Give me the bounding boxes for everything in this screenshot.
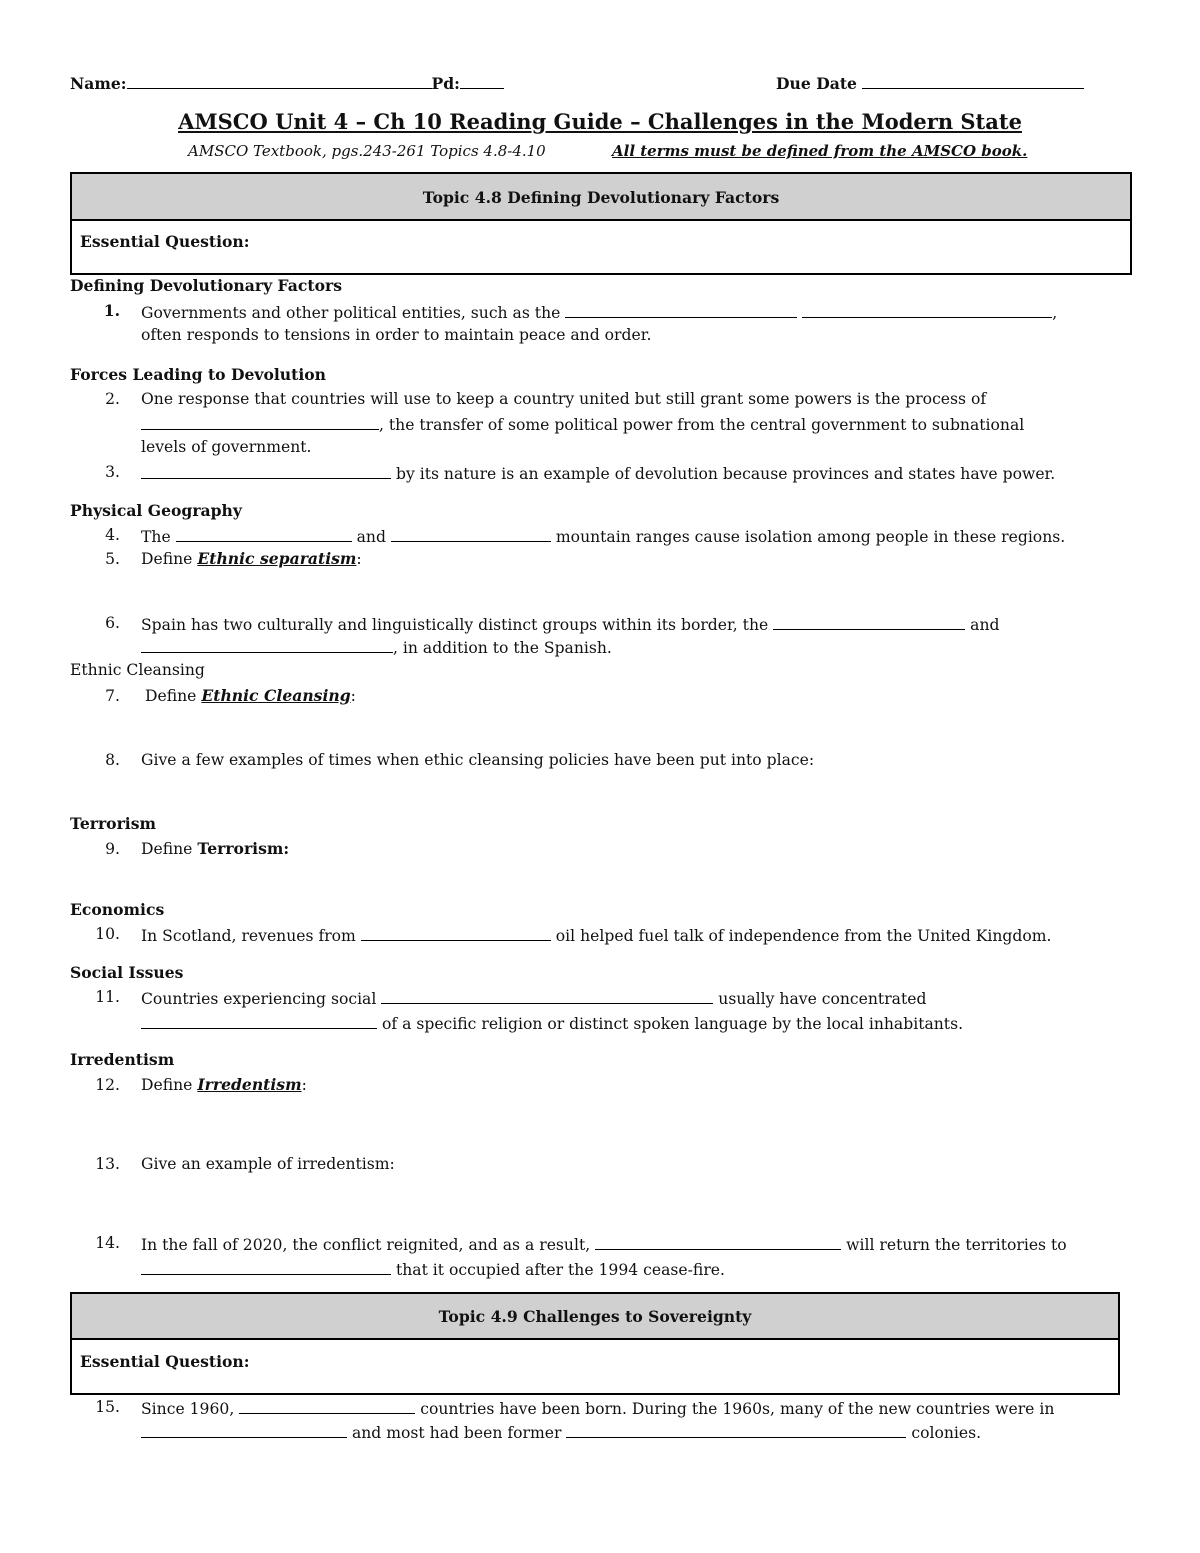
question-3-text: by its nature is an example of devolution because provinces and states have power. xyxy=(395,465,1056,483)
question-2-line-1: One response that countries will use to keep a country united but still grant some powers is the process of xyxy=(141,390,987,408)
question-15-blank-1[interactable] xyxy=(239,1395,415,1414)
section-ethnic-cleansing: Ethnic Cleansing xyxy=(70,661,205,679)
question-number: 15. xyxy=(95,1398,120,1416)
question-6-text-1: Spain has two culturally and linguistically distinct groups within its border, the xyxy=(141,616,769,634)
question-11-text-2: usually have concentrated xyxy=(718,990,927,1008)
due-date-label: Due Date xyxy=(776,74,857,93)
question-11-blank-2[interactable] xyxy=(141,1010,377,1029)
question-15-line-1 xyxy=(141,1395,1054,1421)
question-10-line xyxy=(141,922,1052,948)
topic-4-8-heading: Topic 4.8 Defining Devolutionary Factors xyxy=(72,174,1130,221)
question-4-blank-2[interactable] xyxy=(391,523,551,542)
subtitle-textbook: AMSCO Textbook, pgs.243-261 Topics 4.8-4.10 xyxy=(188,142,546,160)
question-15-line-2 xyxy=(141,1419,981,1445)
section-social-issues: Social Issues xyxy=(70,963,184,982)
question-number: 5. xyxy=(105,550,120,568)
question-14-text-2: will return the territories to xyxy=(846,1236,1067,1254)
question-11-text-1: Countries experiencing social xyxy=(141,990,377,1008)
question-number: 2. xyxy=(105,390,120,408)
question-4-text-3: mountain ranges cause isolation among people in these regions. xyxy=(555,528,1066,546)
question-5-colon: : xyxy=(356,550,362,568)
question-1-line-1 xyxy=(141,299,1057,325)
question-1-line-2: often responds to tensions in order to maintain peace and order. xyxy=(141,326,652,344)
question-15-text-3: and most had been former xyxy=(351,1424,562,1442)
question-12-colon: : xyxy=(301,1076,307,1094)
question-1-blank-1[interactable] xyxy=(565,299,797,318)
question-number: 13. xyxy=(95,1155,120,1173)
section-irredentism: Irredentism xyxy=(70,1050,175,1069)
question-3-blank[interactable] xyxy=(141,460,391,479)
question-12-line xyxy=(141,1073,307,1097)
question-number: 9. xyxy=(105,840,120,858)
question-14-line-1 xyxy=(141,1231,1067,1257)
question-number: 11. xyxy=(95,988,120,1006)
question-1-comma: , xyxy=(1052,304,1058,322)
question-5-line xyxy=(141,547,362,571)
question-12-term: Irredentism xyxy=(197,1075,302,1094)
subtitle-instruction: All terms must be defined from the AMSCO book. xyxy=(612,142,1028,160)
section-defining-devolutionary-factors: Defining Devolutionary Factors xyxy=(70,276,342,295)
header-row xyxy=(70,70,504,96)
question-6-blank-2[interactable] xyxy=(141,634,393,653)
question-12-text: Define xyxy=(141,1076,193,1094)
question-9-text: Define xyxy=(141,840,193,858)
section-physical-geography: Physical Geography xyxy=(70,501,242,520)
page-title: AMSCO Unit 4 – Ch 10 Reading Guide – Challenges in the Modern State xyxy=(178,109,1022,134)
question-6-text-2: and xyxy=(970,616,1000,634)
question-number: 4. xyxy=(105,526,120,544)
topic-4-8-box xyxy=(70,172,1132,275)
question-number: 7. xyxy=(105,687,120,705)
section-terrorism: Terrorism xyxy=(70,814,156,833)
section-economics: Economics xyxy=(70,900,165,919)
question-6-text-3: , in addition to the Spanish. xyxy=(393,639,612,657)
question-15-blank-2[interactable] xyxy=(141,1419,347,1438)
question-4-text-2: and xyxy=(356,528,386,546)
topic-4-8-essential-question[interactable]: Essential Question: xyxy=(80,232,250,251)
question-14-line-2 xyxy=(141,1256,725,1282)
name-blank[interactable] xyxy=(127,70,432,89)
question-number: 6. xyxy=(105,614,120,632)
question-10-blank[interactable] xyxy=(361,922,551,941)
question-8-line: Give a few examples of times when ethic cleansing policies have been put into place: xyxy=(141,751,815,769)
question-14-blank-1[interactable] xyxy=(595,1231,841,1250)
question-1-blank-2[interactable] xyxy=(802,299,1052,318)
question-14-blank-2[interactable] xyxy=(141,1256,391,1275)
question-2-blank[interactable] xyxy=(141,411,379,430)
due-date-row xyxy=(776,70,1084,96)
question-9-line xyxy=(141,837,289,861)
question-4-blank-1[interactable] xyxy=(176,523,352,542)
question-number: 12. xyxy=(95,1076,120,1094)
question-15-text-2: countries have been born. During the 1960s, many of the new countries were in xyxy=(420,1400,1055,1418)
question-number: 10. xyxy=(95,925,120,943)
question-number: 1. xyxy=(103,301,120,320)
question-2-line-2 xyxy=(141,411,1024,437)
question-1-text: Governments and other political entities, such as the xyxy=(141,304,561,322)
question-11-blank-1[interactable] xyxy=(381,985,713,1004)
question-14-text-1: In the fall of 2020, the conflict reignited, and as a result, xyxy=(141,1236,591,1254)
question-7-term: Ethnic Cleansing xyxy=(201,686,351,705)
question-7-text: Define xyxy=(145,687,197,705)
question-11-line-2 xyxy=(141,1010,963,1036)
pd-label: Pd: xyxy=(431,74,460,93)
pd-blank[interactable] xyxy=(460,70,504,89)
question-15-text-1: Since 1960, xyxy=(141,1400,235,1418)
question-4-text-1: The xyxy=(141,528,171,546)
due-date-blank[interactable] xyxy=(862,70,1084,89)
question-10-text-2: oil helped fuel talk of independence from the United Kingdom. xyxy=(555,927,1052,945)
question-5-term: Ethnic separatism xyxy=(197,549,357,568)
name-label: Name: xyxy=(70,74,127,93)
question-11-line-1 xyxy=(141,985,926,1011)
question-number: 3. xyxy=(105,463,120,481)
question-9-term: Terrorism: xyxy=(197,839,290,858)
question-15-text-4: colonies. xyxy=(911,1424,982,1442)
question-2-text-2: , the transfer of some political power from the central government to subnational xyxy=(379,416,1025,434)
section-forces-leading-to-devolution: Forces Leading to Devolution xyxy=(70,365,327,384)
question-4-line xyxy=(141,523,1065,549)
question-15-blank-3[interactable] xyxy=(566,1419,906,1438)
question-7-colon: : xyxy=(350,687,356,705)
question-number: 8. xyxy=(105,751,120,769)
question-2-line-3: levels of government. xyxy=(141,438,312,456)
question-6-line-2 xyxy=(141,634,612,660)
question-5-text: Define xyxy=(141,550,193,568)
question-14-text-3: that it occupied after the 1994 cease-fire. xyxy=(395,1261,725,1279)
topic-4-9-heading: Topic 4.9 Challenges to Sovereignty xyxy=(72,1294,1118,1340)
question-3-line xyxy=(141,460,1055,486)
question-13-line: Give an example of irredentism: xyxy=(141,1155,395,1173)
question-11-text-3: of a specific religion or distinct spoken language by the local inhabitants. xyxy=(381,1015,964,1033)
question-7-line xyxy=(145,684,356,708)
topic-4-9-essential-question[interactable]: Essential Question: xyxy=(80,1352,250,1371)
question-6-blank-1[interactable] xyxy=(773,611,965,630)
topic-4-9-box xyxy=(70,1292,1120,1395)
question-10-text-1: In Scotland, revenues from xyxy=(141,927,356,945)
question-number: 14. xyxy=(95,1234,120,1252)
